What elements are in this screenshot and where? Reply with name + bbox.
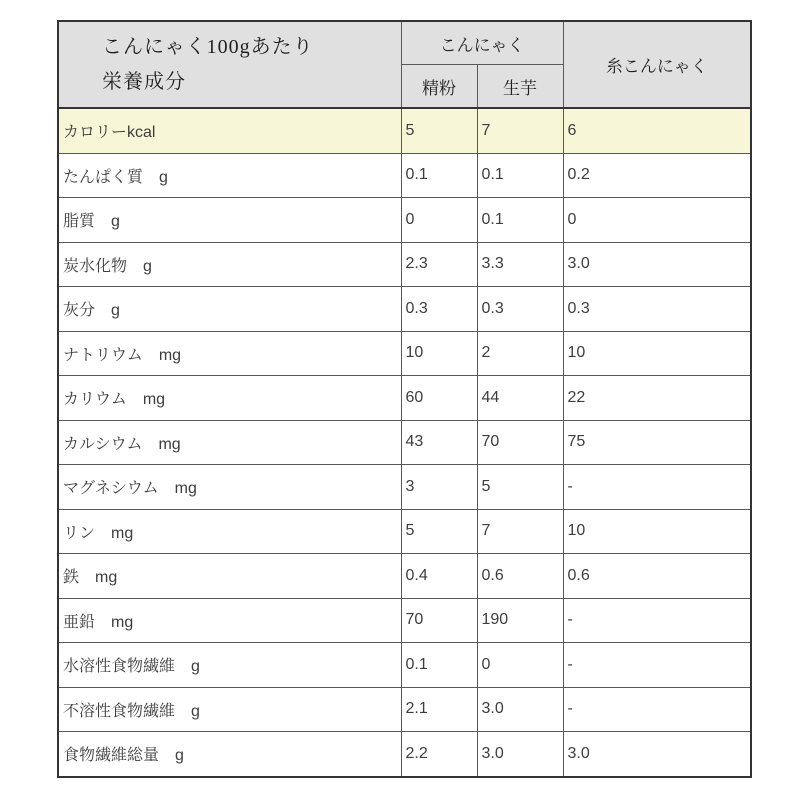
value-cell: - (563, 687, 751, 732)
row-label: カルシウム mg (58, 420, 401, 465)
table-row (58, 331, 751, 376)
value-cell: 0 (477, 643, 563, 688)
table-body (58, 108, 751, 777)
value-cell: 0 (401, 198, 477, 243)
value-cell: 3.0 (477, 732, 563, 777)
value-cell: - (563, 643, 751, 688)
value-cell: - (563, 465, 751, 510)
row-label: 食物繊維総量 g (58, 732, 401, 777)
table-row (58, 198, 751, 243)
table-title-line1: こんにゃく100gあたり (102, 35, 314, 58)
value-cell: 22 (563, 376, 751, 421)
table-row (58, 643, 751, 688)
row-label: 脂質 g (58, 198, 401, 243)
value-cell: 6 (563, 108, 751, 153)
row-label: 不溶性食物繊維 g (58, 687, 401, 732)
row-label: 灰分 g (58, 287, 401, 332)
value-cell: 3.0 (477, 687, 563, 732)
value-cell: 0.2 (563, 153, 751, 198)
value-cell: 10 (563, 331, 751, 376)
row-label: マグネシウム mg (58, 465, 401, 510)
value-cell: 10 (563, 509, 751, 554)
value-cell: 7 (477, 108, 563, 153)
header-row-groups (58, 21, 751, 65)
row-label: 亜鉛 mg (58, 598, 401, 643)
table-row (58, 509, 751, 554)
row-label: リン mg (58, 509, 401, 554)
value-cell: 10 (401, 331, 477, 376)
column-header-seifun: 精粉 (401, 65, 477, 109)
value-cell: - (563, 598, 751, 643)
value-cell: 43 (401, 420, 477, 465)
row-label: 炭水化物 g (58, 242, 401, 287)
value-cell: 0.1 (477, 198, 563, 243)
column-header-namaimo: 生芋 (477, 65, 563, 109)
value-cell: 0.1 (401, 153, 477, 198)
column-header-ito-konnyaku: 糸こんにゃく (563, 21, 751, 108)
table-row (58, 287, 751, 332)
table-row (58, 242, 751, 287)
table-row (58, 465, 751, 510)
table-row (58, 420, 751, 465)
value-cell: 0.6 (563, 554, 751, 599)
column-group-konnyaku: こんにゃく (401, 21, 563, 65)
value-cell: 60 (401, 376, 477, 421)
value-cell: 0 (563, 198, 751, 243)
value-cell: 0.4 (401, 554, 477, 599)
row-label: たんぱく質 g (58, 153, 401, 198)
row-label: 水溶性食物繊維 g (58, 643, 401, 688)
value-cell: 3.0 (563, 732, 751, 777)
table-row (58, 153, 751, 198)
row-label: 鉄 mg (58, 554, 401, 599)
value-cell: 75 (563, 420, 751, 465)
value-cell: 0.1 (477, 153, 563, 198)
value-cell: 2.2 (401, 732, 477, 777)
table-header (58, 21, 751, 108)
value-cell: 0.3 (563, 287, 751, 332)
value-cell: 44 (477, 376, 563, 421)
value-cell: 3.3 (477, 242, 563, 287)
value-cell: 5 (401, 108, 477, 153)
row-label: カロリーkcal (58, 108, 401, 153)
table-title (58, 21, 401, 108)
table-row (58, 108, 751, 153)
table-row (58, 376, 751, 421)
row-label: カリウム mg (58, 376, 401, 421)
value-cell: 2.1 (401, 687, 477, 732)
nutrition-table (57, 20, 752, 778)
value-cell: 2 (477, 331, 563, 376)
table-row (58, 598, 751, 643)
value-cell: 70 (401, 598, 477, 643)
value-cell: 0.3 (401, 287, 477, 332)
value-cell: 0.1 (401, 643, 477, 688)
value-cell: 3.0 (563, 242, 751, 287)
table-title-line2: 栄養成分 (102, 70, 186, 93)
value-cell: 5 (477, 465, 563, 510)
value-cell: 70 (477, 420, 563, 465)
value-cell: 0.6 (477, 554, 563, 599)
value-cell: 190 (477, 598, 563, 643)
table-row (58, 687, 751, 732)
table-row (58, 554, 751, 599)
table-row (58, 732, 751, 777)
value-cell: 2.3 (401, 242, 477, 287)
value-cell: 7 (477, 509, 563, 554)
value-cell: 3 (401, 465, 477, 510)
value-cell: 0.3 (477, 287, 563, 332)
row-label: ナトリウム mg (58, 331, 401, 376)
value-cell: 5 (401, 509, 477, 554)
